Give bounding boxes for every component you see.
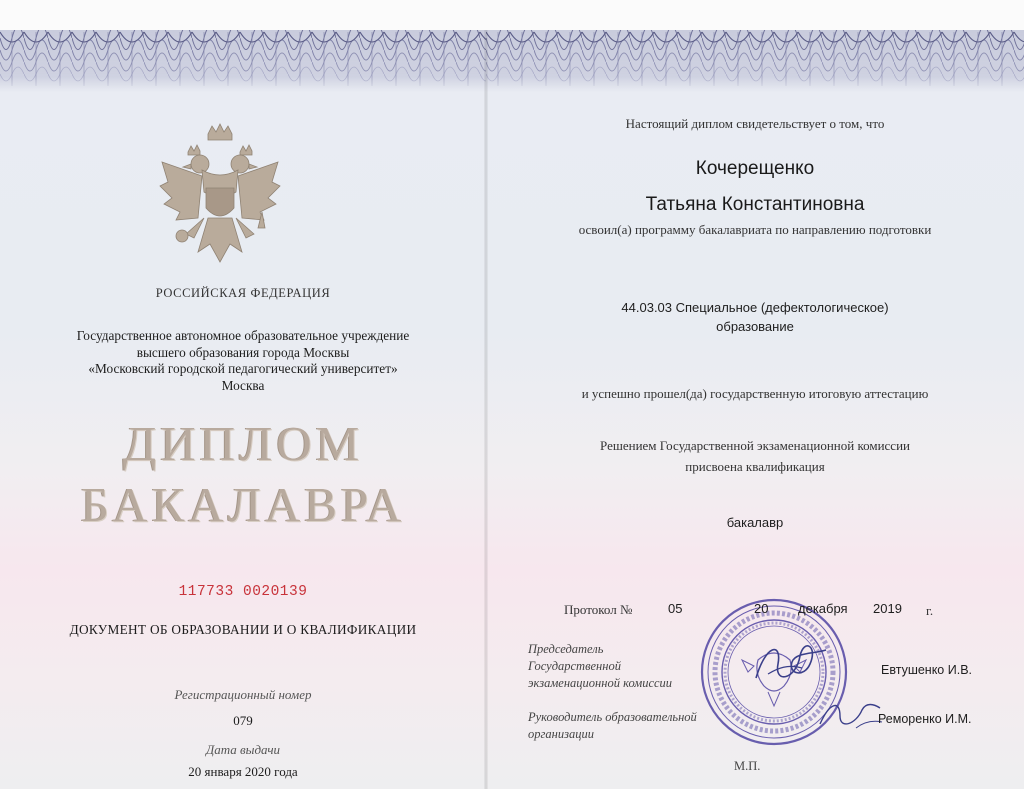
chair-title-line: Государственной	[528, 659, 621, 673]
registration-number-label: Регистрационный номер	[174, 687, 312, 702]
institution-name	[0, 328, 486, 394]
protocol-day: 20	[754, 601, 769, 616]
scan-border	[0, 0, 1024, 30]
commission-line: присвоена квалификация	[685, 459, 825, 474]
issue-date: 20 января 2020 года	[188, 764, 298, 779]
organization-head-name: Реморенко И.М.	[878, 712, 972, 726]
page-fold	[484, 30, 488, 789]
institution-line: Государственное автономное образовательное учреждение	[76, 328, 410, 343]
organization-head-title	[528, 709, 697, 743]
registration-number: 079	[233, 713, 253, 728]
commission-chair-name: Евтушенко И.В.	[881, 663, 973, 677]
diploma-title-line1: ДИПЛОМ	[122, 416, 364, 471]
specialty	[486, 298, 1024, 336]
chair-title-line: экзаменационной комиссии	[528, 676, 673, 690]
coat-of-arms-icon	[158, 122, 282, 280]
chair-signature-icon	[748, 634, 832, 692]
protocol-label: Протокол №	[564, 602, 633, 617]
graduate-given-names: Татьяна Константиновна	[645, 194, 865, 215]
diploma-left-page	[0, 30, 486, 789]
guilloche-band	[0, 30, 486, 92]
issue-date-label: Дата выдачи	[205, 742, 281, 757]
institution-line: «Московский городской педагогический университет»	[88, 361, 398, 376]
commission-decision	[486, 435, 1024, 477]
institution-city: Москва	[221, 377, 265, 393]
protocol-number: 05	[668, 601, 683, 616]
program-text: освоил(а) программу бакалавриата по направлению подготовки	[578, 222, 932, 237]
commission-chair-title	[528, 641, 672, 692]
attestation-text: Настоящий диплом свидетельствует о том, что	[625, 116, 885, 131]
serial-number: 117733 0020139	[178, 584, 308, 600]
institution-line: высшего образования города Москвы	[136, 344, 350, 360]
stamp-place-label: М.П.	[734, 759, 761, 773]
guilloche-band	[486, 30, 1024, 92]
specialty-line: 44.03.03 Специальное (дефектологическое)	[621, 300, 889, 315]
document-type: ДОКУМЕНТ ОБ ОБРАЗОВАНИИ И О КВАЛИФИКАЦИИ	[69, 622, 417, 637]
protocol-month: декабря	[798, 601, 848, 616]
qualification: бакалавр	[726, 515, 784, 530]
graduate-surname: Кочерещенко	[695, 158, 815, 179]
diploma-title-line2: БАКАЛАВРА	[80, 477, 406, 532]
head-title-line: Руководитель образовательной	[528, 710, 697, 724]
head-signature-icon	[816, 694, 886, 736]
protocol-year-suffix: г.	[926, 603, 934, 618]
attestation-passed-text: и успешно прошел(да) государственную итоговую аттестацию	[581, 386, 929, 401]
protocol-year: 2019	[873, 601, 902, 616]
diploma-right-page	[486, 30, 1024, 789]
head-title-line: организации	[528, 727, 594, 741]
specialty-line: образование	[716, 319, 794, 334]
country-name: РОССИЙСКАЯ ФЕДЕРАЦИЯ	[155, 286, 331, 300]
commission-line: Решением Государственной экзаменационной комиссии	[600, 438, 910, 453]
chair-title-line: Председатель	[528, 642, 604, 656]
